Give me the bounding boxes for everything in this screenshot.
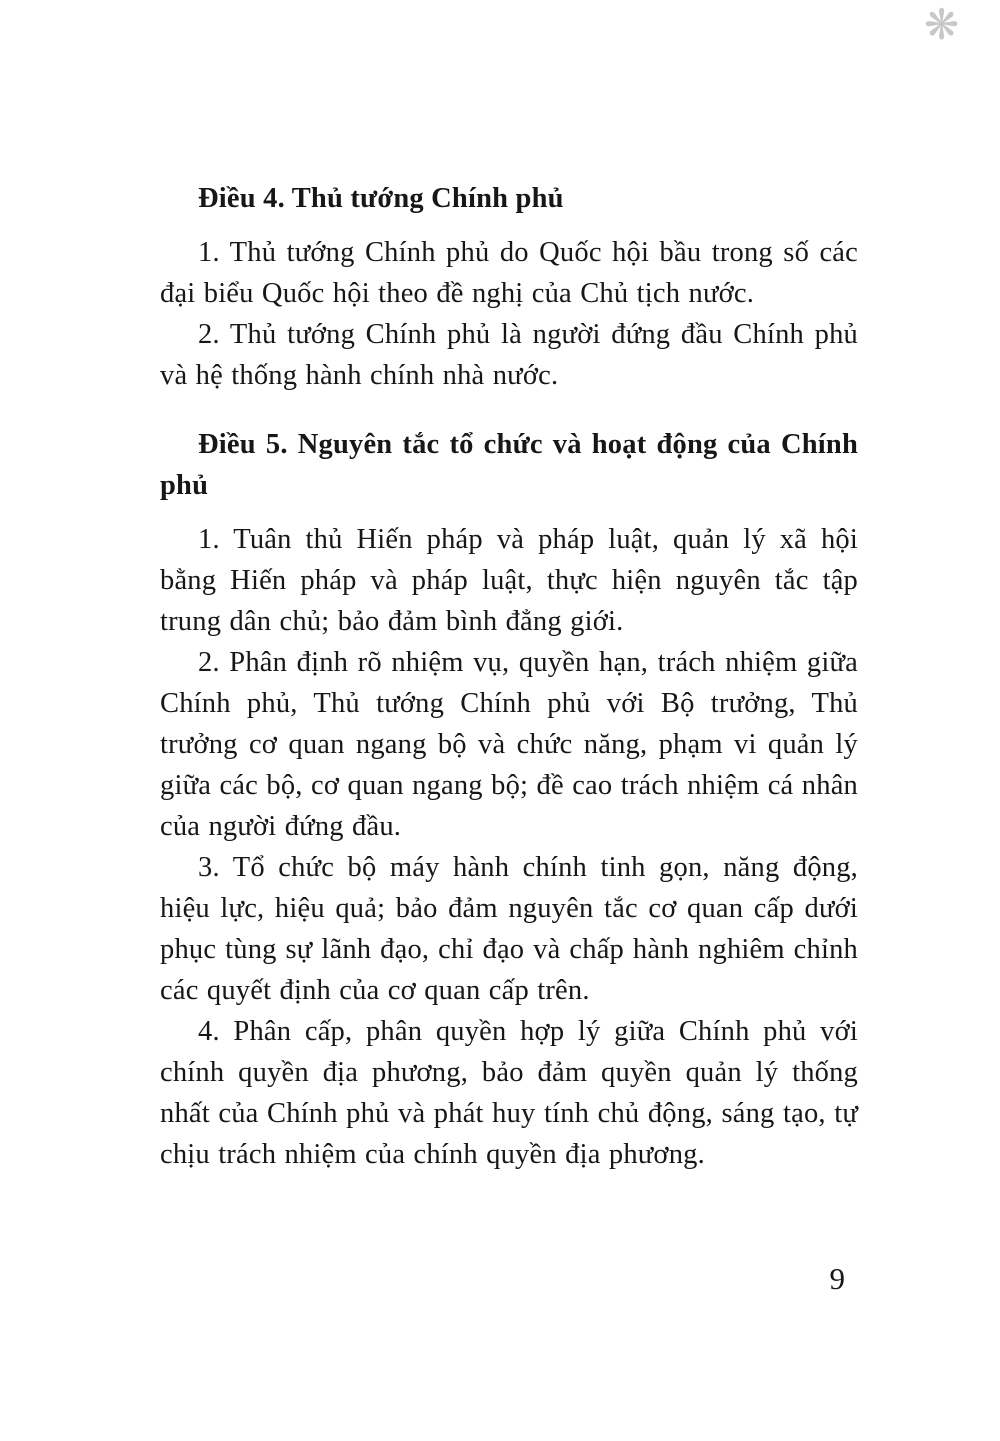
- article-5-paragraph-2: 2. Phân định rõ nhiệm vụ, quyền hạn, trách nhiệm giữa Chính phủ, Thủ tướng Chính phủ với Bộ trưởng, Thủ trưởng cơ quan ngang bộ và chức năng, phạm vi quản lý giữa các bộ, cơ quan ngang bộ; đề cao trách nhiệm cá nhân của người đứng đầu.: [160, 647, 858, 842]
- article-5-heading: Điều 5. Nguyên tắc tổ chức và hoạt động của Chính phủ: [160, 429, 858, 501]
- article-4-paragraph-2: 2. Thủ tướng Chính phủ là người đứng đầu Chính phủ và hệ thống hành chính nhà nước.: [160, 319, 858, 391]
- article-4-heading: Điều 4. Thủ tướng Chính phủ: [198, 183, 564, 214]
- page-content: [160, 178, 858, 1175]
- article-4-paragraph-1: 1. Thủ tướng Chính phủ do Quốc hội bầu trong số các đại biểu Quốc hội theo đề nghị của Chủ tịch nước.: [160, 237, 858, 309]
- flower-asterisk-icon: ❋: [924, 0, 960, 49]
- section-article-4: [160, 178, 858, 396]
- article-5-paragraph-3: 3. Tổ chức bộ máy hành chính tinh gọn, năng động, hiệu lực, hiệu quả; bảo đảm nguyên tắc cơ quan cấp dưới phục tùng sự lãnh đạo, chỉ đạo và chấp hành nghiêm chỉnh các quyết định của cơ quan cấp trên.: [160, 852, 858, 1006]
- page-number: 9: [829, 1261, 845, 1296]
- article-5-paragraph-4: 4. Phân cấp, phân quyền hợp lý giữa Chính phủ với chính quyền địa phương, bảo đảm quyền quản lý thống nhất của Chính phủ và phát huy tính chủ động, sáng tạo, tự chịu trách nhiệm của chính quyền địa phương.: [160, 1016, 858, 1170]
- section-article-5: [160, 424, 858, 1175]
- article-5-paragraph-1: 1. Tuân thủ Hiến pháp và pháp luật, quản lý xã hội bằng Hiến pháp và pháp luật, thực hiện nguyên tắc tập trung dân chủ; bảo đảm bình đẳng giới.: [160, 524, 858, 637]
